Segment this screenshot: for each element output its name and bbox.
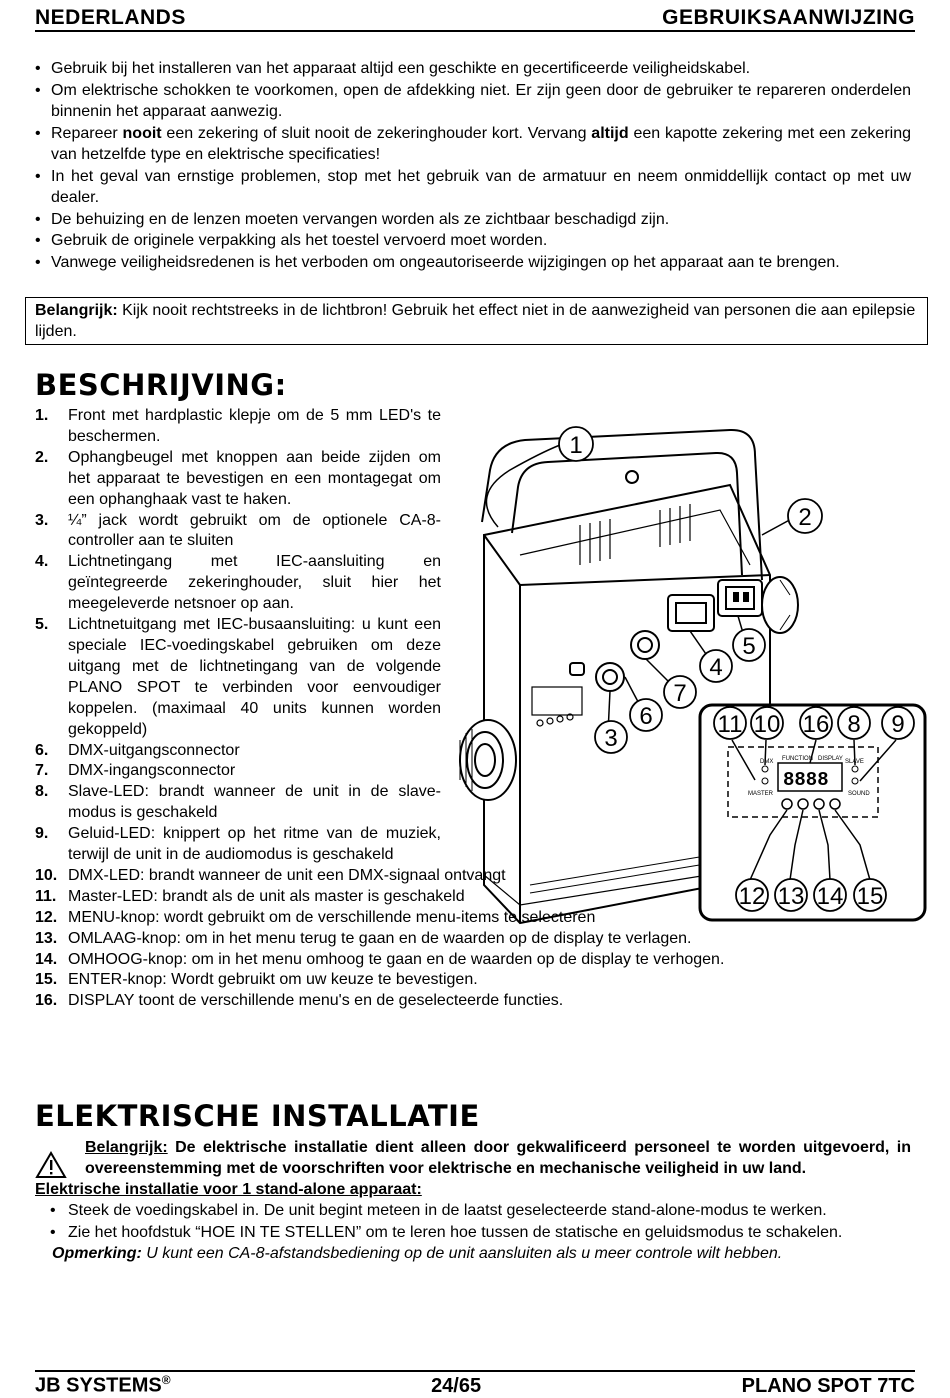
callout-6: 6 xyxy=(639,703,653,730)
callout-13: 13 xyxy=(777,883,805,910)
callout-16: 16 xyxy=(802,711,830,738)
page-footer xyxy=(35,1370,915,1398)
description-item: 7. DMX-ingangsconnector xyxy=(35,762,236,780)
warning-triangle-icon xyxy=(35,1151,67,1179)
callout-3: 3 xyxy=(604,725,618,752)
electrical-item: • Zie het hoofdstuk “HOE IN TE STELLEN” om te leren hoe tussen de statische en geluidsmodus te schakelen. xyxy=(50,1222,911,1244)
callout-4: 4 xyxy=(709,654,723,681)
callout-8: 8 xyxy=(847,711,861,738)
electrical-section xyxy=(35,1137,911,1264)
electrical-list xyxy=(50,1200,911,1243)
description-item: 11. Master-LED: brandt als de unit als master is geschakeld xyxy=(35,887,465,905)
description-item: 14. OMHOOG-knop: om in het menu omhoog te gaan en de waarden op de display te verhogen. xyxy=(35,950,725,968)
page-header xyxy=(35,2,915,32)
panel-display-label: DISPLAY xyxy=(818,756,843,762)
display-digits: 8888 xyxy=(783,769,829,791)
description-item: 16. DISPLAY toont de verschillende menu's en de geselecteerde functies. xyxy=(35,992,564,1010)
callout-1: 1 xyxy=(569,432,583,459)
description-item: 6. DMX-uitgangsconnector xyxy=(35,741,240,759)
callout-11: 11 xyxy=(717,711,743,738)
panel-master-label: MASTER xyxy=(748,791,774,797)
safety-item: • Gebruik de originele verpakking als het toestel vervoerd moet worden. xyxy=(35,230,911,252)
electrical-note xyxy=(35,1243,911,1264)
warning-label: Belangrijk: xyxy=(85,1139,168,1156)
callout-9: 9 xyxy=(891,711,905,738)
callout-2: 2 xyxy=(798,504,812,531)
page-number: 24/65 xyxy=(431,1375,482,1397)
panel-dmx-label: DMX xyxy=(760,759,774,765)
description-item: 9. Geluid-LED: knippert op het ritme van de muziek, terwijl de unit in de audiomodus is geschakeld xyxy=(35,825,441,864)
footer-model: PLANO SPOT 7TC xyxy=(741,1375,915,1397)
callout-12: 12 xyxy=(738,883,766,910)
device-diagram xyxy=(450,415,930,935)
description-item: 5. Lichtnetuitgang met IEC-busaansluiting: u kunt een speciale IEC-voedingskabel gebruiken om deze uitgang met de lichtnetingang van de volgende PLANO SPOT te verbinden voor eenvoudiger koppelen. (maximaal 40 units kunnen worden gekoppeld) xyxy=(35,616,441,738)
electrical-heading: ELEKTRISCHE INSTALLATIE xyxy=(35,1099,480,1133)
important-notice-box xyxy=(25,297,928,345)
safety-item: • Vanwege veiligheidsredenen is het verboden om ongeautoriseerde wijzigingen op het apparaat aan te brengen. xyxy=(35,252,911,274)
iec-connectors xyxy=(668,580,762,631)
important-text: Kijk nooit rechtstreeks in de lichtbron! Gebruik het effect niet in de aanwezigheid van personen die aan epilepsie lijden. xyxy=(35,302,916,340)
description-item: 2. Ophangbeugel met knoppen aan beide zijden om het apparaat te bevestigen en een montagegat om een ophanghaak vast te haken. xyxy=(35,448,441,508)
footer-brand: JB SYSTEMS® xyxy=(35,1373,171,1397)
description-item: 4. Lichtnetingang met IEC-aansluiting en geïntegreerde zekeringhouder, sluit hier het meegeleverde netsnoer op aan. xyxy=(35,553,441,613)
description-heading: BESCHRIJVING: xyxy=(35,368,287,402)
safety-list xyxy=(35,58,911,273)
warning-text: De elektrische installatie dient alleen door gekwalificeerd personeel te worden uitgevoerd, in overeenstemming met de voorschriften voor elektrische en mechanische veiligheid in uw land. xyxy=(85,1139,911,1177)
hanging-bracket xyxy=(482,430,762,580)
safety-item: • In het geval van ernstige problemen, stop met het gebruik van de armatuur en neem onmiddellijk contact op met uw dealer. xyxy=(35,166,911,209)
header-doc-type: GEBRUIKSAANWIJZING xyxy=(662,6,915,29)
description-item: 15. ENTER-knop: Wordt gebruikt om uw keuze te bevestigen. xyxy=(35,971,478,989)
safety-item: • Repareer nooit een zekering of sluit nooit de zekeringhouder kort. Vervang altijd een kapotte zekering met een zekering van hetzelfde type en elektrische specificaties! xyxy=(35,123,911,166)
safety-item: • De behuizing en de lenzen moeten vervangen worden als ze zichtbaar beschadigd zijn. xyxy=(35,209,911,231)
note-text: U kunt een CA-8-afstandsbediening op de unit aansluiten als u meer controle wilt hebben. xyxy=(141,1245,783,1262)
dmx-connectors xyxy=(570,631,659,691)
registered-mark: ® xyxy=(161,1373,171,1388)
electrical-warning xyxy=(35,1137,911,1179)
electrical-item: • Steek de voedingskabel in. De unit begint meteen in de laatst geselecteerde stand-alone-modus te werken. xyxy=(50,1200,911,1222)
panel-slave-label: SLAVE xyxy=(845,759,864,765)
description-item: 13. OMLAAG-knop: om in het menu terug te gaan en de waarden op de display te verlagen. xyxy=(35,929,692,947)
description-item: 8. Slave-LED: brandt wanneer de unit in de slave-modus is geschakeld xyxy=(35,783,441,822)
safety-item: • Gebruik bij het installeren van het apparaat altijd een geschikte en gecertificeerde veiligheidskabel. xyxy=(35,58,911,80)
panel-sound-label: SOUND xyxy=(848,791,870,797)
description-item: 3. ¼” jack wordt gebruikt om de optionele CA-8-controller aan te sluiten xyxy=(35,511,441,550)
callout-10: 10 xyxy=(753,711,781,738)
device-control-panel xyxy=(532,687,582,726)
description-item: 1. Front met hardplastic klepje om de 5 mm LED's te beschermen. xyxy=(35,407,441,445)
callout-14: 14 xyxy=(816,883,844,910)
description-item: 12. MENU-knop: wordt gebruikt om de verschillende menu-items te selecteren xyxy=(35,908,596,926)
description-item: 10. DMX-LED: brandt wanneer de unit een DMX-signaal ontvangt xyxy=(35,866,506,884)
panel-function-label: FUNCTION xyxy=(782,756,813,762)
safety-item: • Om elektrische schokken te voorkomen, open de afdekking niet. Er zijn geen door de gebruiker te repareren onderdelen binnenin het apparaat aanwezig. xyxy=(35,80,911,123)
callout-7: 7 xyxy=(673,680,687,707)
bracket-knob-left xyxy=(460,720,516,800)
callout-15: 15 xyxy=(856,883,884,910)
important-label: Belangrijk: xyxy=(35,302,118,319)
electrical-subheading: Elektrische installatie voor 1 stand-alone apparaat: xyxy=(35,1181,422,1198)
callout-5: 5 xyxy=(742,633,756,660)
header-language: NEDERLANDS xyxy=(35,6,186,29)
note-label: Opmerking: xyxy=(52,1245,142,1262)
bracket-knob-right xyxy=(762,577,798,633)
